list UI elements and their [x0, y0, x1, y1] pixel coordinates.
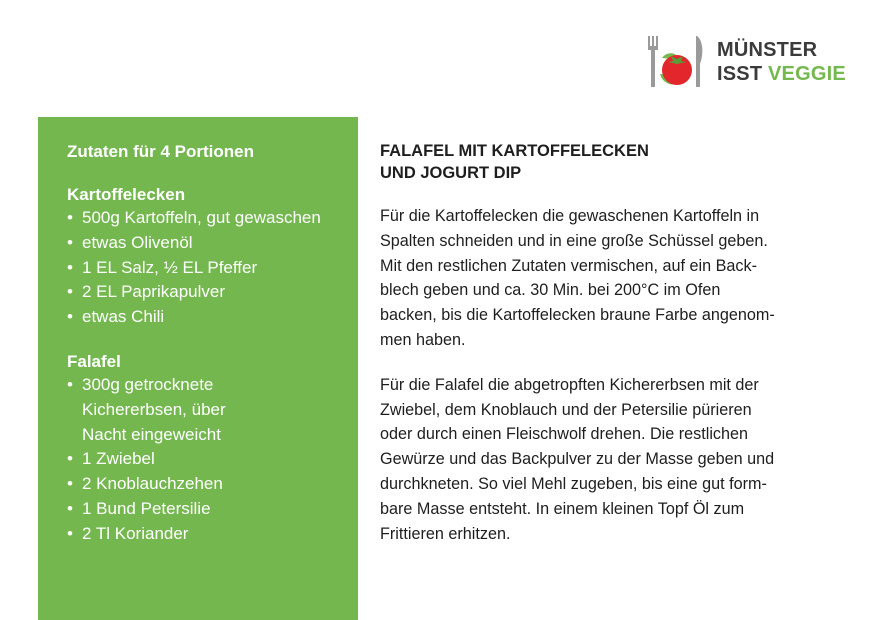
paragraph-line: Für die Falafel die abgetropften Kichererbsen mit der: [380, 375, 759, 394]
bullet-icon: •: [67, 257, 73, 277]
ingredient-item-continued: [67, 423, 358, 448]
bullet-icon: •: [67, 449, 73, 469]
paragraph-line: Spalten schneiden und in eine große Schüssel geben.: [380, 231, 768, 250]
logo-text: [717, 38, 846, 86]
bullet-icon: •: [67, 523, 73, 543]
ingredient-text: 2 Knoblauchzehen: [82, 474, 223, 494]
logo: [640, 34, 850, 90]
ingredient-item: [67, 472, 358, 497]
paragraph-line: backen, bis die Kartoffelecken braune Farbe angenom-: [380, 306, 775, 325]
ingredient-item: [67, 256, 358, 281]
bullet-icon: •: [67, 307, 73, 327]
ingredient-text: 500g Kartoffeln, gut gewaschen: [82, 208, 321, 227]
paragraph-line: blech geben und ca. 30 Min. bei 200°C im Ofen: [380, 281, 721, 300]
instruction-paragraph-2: [380, 373, 850, 547]
ingredient-text: etwas Olivenöl: [82, 232, 193, 252]
ingredient-text: 2 Tl Koriander: [82, 523, 189, 543]
recipe-content: [380, 140, 850, 546]
ingredient-item: [67, 373, 358, 398]
instruction-paragraph-1: [380, 204, 850, 353]
bullet-icon: •: [67, 208, 73, 227]
paragraph-line: Gewürze und das Backpulver zu der Masse geben und: [380, 450, 775, 469]
paragraph-line: Zwiebel, dem Knoblauch und der Petersilie pürieren: [380, 400, 752, 419]
ingredient-text: etwas Chili: [82, 307, 165, 327]
ingredient-item: [67, 522, 358, 547]
ingredient-item: [67, 305, 358, 330]
ingredient-item: [67, 447, 358, 472]
paragraph-line: bare Masse entsteht. In einem kleinen Topf Öl zum: [380, 499, 745, 518]
ingredient-list-falafel: [67, 373, 358, 547]
ingredient-item-continued: [67, 398, 358, 423]
bullet-icon: •: [67, 232, 73, 252]
ingredient-item: [67, 497, 358, 522]
bullet-icon: •: [67, 374, 73, 394]
logo-line-1: MÜNSTER: [717, 39, 818, 61]
ingredient-text: 300g getrocknete: [82, 374, 214, 394]
ingredient-list-kartoffelecken: [67, 206, 358, 330]
logo-veggie: VEGGIE: [768, 63, 846, 85]
logo-isst: ISST: [717, 63, 769, 85]
paragraph-line: oder durch einen Fleischwolf drehen. Die restlichen: [380, 425, 749, 444]
ingredient-text: 1 EL Salz, ½ EL Pfeffer: [82, 257, 258, 277]
ingredient-text: 1 Zwiebel: [82, 449, 155, 469]
ingredient-text: Nacht eingeweicht: [82, 424, 221, 444]
bullet-icon: •: [67, 474, 73, 494]
ingredient-text: 1 Bund Petersilie: [82, 498, 211, 518]
ingredients-panel: [38, 117, 358, 620]
paragraph-line: Für die Kartoffelecken die gewaschenen Kartoffeln in: [380, 207, 760, 225]
logo-line-2: [717, 62, 846, 86]
section-title-falafel: Falafel: [67, 351, 121, 371]
paragraph-line: durchkneten. So viel Mehl zugeben, bis eine gut form-: [380, 474, 767, 493]
ingredients-heading: Zutaten für 4 Portionen: [67, 142, 254, 161]
section-title-kartoffelecken: Kartoffelecken: [67, 185, 186, 204]
ingredient-item: [67, 231, 358, 256]
paragraph-line: Frittieren erhitzen.: [380, 524, 511, 543]
recipe-title: [380, 140, 850, 184]
recipe-title-line: UND JOGURT DIP: [380, 164, 522, 182]
ingredient-item: [67, 206, 358, 231]
fork-tomato-knife-logo-icon: [640, 34, 712, 90]
paragraph-line: Mit den restlichen Zutaten vermischen, auf ein Back-: [380, 256, 757, 275]
ingredient-text: Kichererbsen, über: [82, 399, 226, 419]
bullet-icon: •: [67, 498, 73, 518]
paragraph-line: men haben.: [380, 330, 466, 349]
bullet-icon: •: [67, 282, 73, 302]
ingredient-item: [67, 280, 358, 305]
ingredient-text: 2 EL Paprikapulver: [82, 282, 226, 302]
recipe-title-line: FALAFEL MIT KARTOFFELECKEN: [380, 142, 649, 160]
